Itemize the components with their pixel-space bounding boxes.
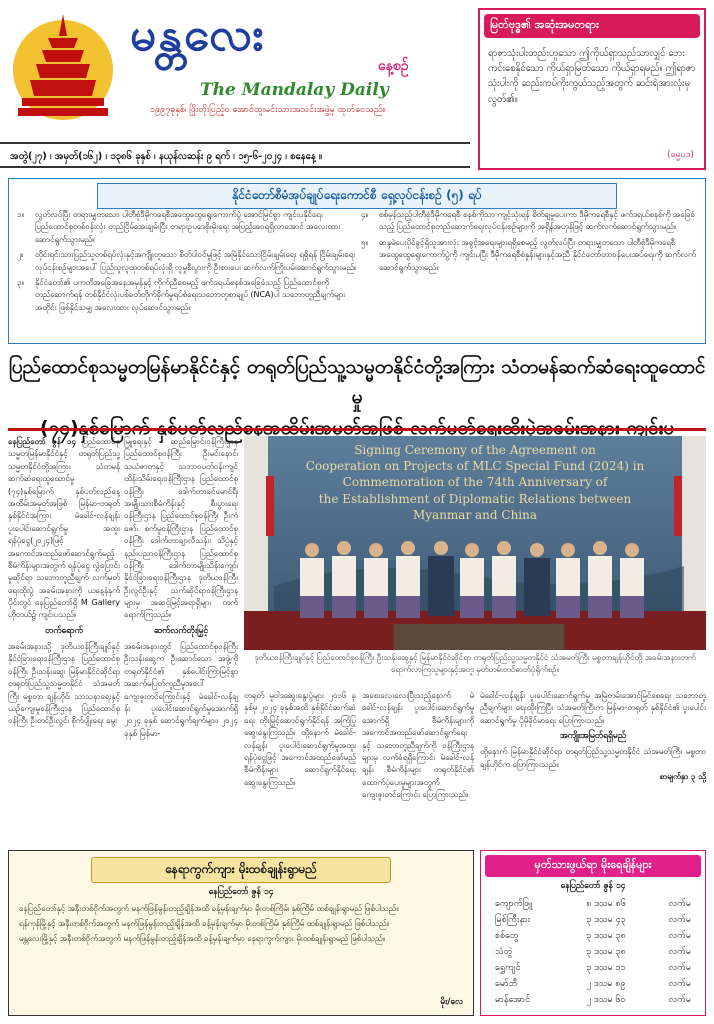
rainfall-place: မြစ်ကြီးနား [495,914,530,925]
policy-item-number: ၄။ [361,210,368,219]
policy-item [17,209,357,246]
article-paragraph: အခမ်းအနားသို့ ဒုတိယဝန်ကြီးချုပ်နှင့် နိုင်ငံခြားရေးဝန်ကြီးဌာန ပြည်ထောင်စုဝန်ကြီး ဦးသန်းဆွေ၊ မြန်မာနိုင်ငံဆိုင်ရာ တရုတ်ပြည်သူ့သမ္မတနိုင်ငံ သံအမတ်ကြီး မစ္စတာ ချန်ဟိုင်၊ သာသနာရေးနှင့် ယဉ်ကျေးမှုဝန်ကြီးဌာန ပြည်ထောင်စုဝန်ကြီး ဦးတင်ဦးလွင်၊ စိုက်ပျိုးရေး မွေး [8,642,120,726]
rainfall-unit: လက်မ [668,962,691,973]
policy-item-text: တိုင်းရင်းသားပြည်သူတစ်ရပ်လုံးနှင့်အကျိုးတူသော စိတ်ပါဝင်မှုဖြင့် အမြဲနိုင်သောငြိမ်းချမ်းရေး ရရှိရန် ငြိမ်းချမ်းရေးလုပ်ငန်းစဉ်များအပေါ် ပြည်သူလူထုတစ်ရပ်လုံးရှိ လူမှုစီးပွားကို ဦးစားပေး ဆက်လက်ကြိုးပမ်းဆောင်ရွက်သွားမည်။ [35,250,357,272]
rainfall-place: သံတွဲ [495,946,513,957]
photo-banner-line: the Establishment of Diplomatic Relations between [318,491,632,506]
rainfall-place: ရွှေကျင် [495,962,521,973]
photo-banner-line: Myanmar and China [412,507,538,522]
policy-item [17,277,357,314]
weather-paragraph: မန္တလေးမြို့နှင့် အနီးတစ်ဝိုက်အတွက် မနက်ဖြန်မွန်းတည့်ချိန်အထိ ခန့်မှန်းချက်မှာ နေရာကွက်ကျား မိုးထစ်ချုန်းရွာမည် ဖြစ်ပါသည်။ [19,933,386,943]
photo-caption: ဒုတိယဝန်ကြီးချုပ်နှင့် ပြည်ထောင်စုဝန်ကြီး ဦးသန်းဆွေနှင့် မြန်မာနိုင်ငံဆိုင်ရာ တရုတ်ပြည်သူ့သမ္မတနိုင်ငံ သံအမတ်ကြီး မစ္စတာချန်ဟိုင်တို့ အခမ်းအနားတက်ရောက်လာကြသူများနှင့်အတူ မှတ်တမ်းတင်ဓာတ်ပုံရိုက်စဉ်။ [254,653,696,674]
rainfall-box [480,850,706,1016]
rainfall-row [493,992,693,1008]
article-paragraph: မဲခေါင်-လန်ချန်း ပူးပေါင်းဆောင်ရွက်မှု အမြဲတမ်းအောင်မြင်စေရေး သဘောတူညီချက်များ ရေးထိုးကြပြီး သံအမတ်ကြီးက မြန်မာ-တရုတ် နှစ်နိုင်ငံ၏ ပူးပေါင်းဆောင်ရွက်မှု ပိုမိုခိုင်မာရေး ပြောကြားသည်။ [480,691,706,725]
photo-banner-line: Cooperation on Projects of MLC Special Fund (2024) in [305,459,645,474]
policy-item [361,209,701,234]
headline-divider [8,428,706,431]
article-column-2 [124,436,238,844]
policy-item-number: ၁။ [17,210,24,219]
article-paragraph: မြူရေးနှင့် ဆည်မြောင်းဝန်ကြီးဌာန ပြည်ထောင်စုဝန်ကြီး ဦးမင်းနောင်၊ သယံဇာတနှင့် သဘာဝပတ်ဝန်းကျင်ထိန်းသိမ်းရေးဝန်ကြီးဌာန ပြည်ထောင်စုဝန်ကြီး ဒေါက်တာခင်မောင်ရီ၊ အမျိုးသားစီမံကိန်းနှင့် စီးပွားရေးဝန်ကြီးဌာန ပြည်ထောင်စုဝန်ကြီး ဦးကံဇော်၊ စက်မှုဝန်ကြီးဌာန ပြည်ထောင်စုဝန်ကြီး ဒေါက်တာချာလီသန်း၊ သိပ္ပံနှင့် နည်းပညာဝန်ကြီးဌာန ပြည်ထောင်စုဝန်ကြီး ဒေါက်တာမျိုးသိန်းကျော်၊ နိုင်ငံခြားရေးဝန်ကြီးဌာန ဒုတိယဝန်ကြီး ဦးလွင်ဦးနှင့် သက်ဆိုင်ရာဝန်ကြီးဌာနများမှ အဆင့်မြင့်အရာရှိများ တက်ရောက်ကြသည်။ [124,437,238,620]
pagoda-logo-icon [8,8,118,128]
rainfall-value: ၃ ဒသမ ၁၁ [586,962,626,973]
article-paragraph: ပြည်ထောင်စုသမ္မတမြန်မာနိုင်ငံနှင့် တရုတ်ပြည်သူ့သမ္မတနိုင်ငံတို့အကြား သံတမန်ဆက်ဆံရေးထူထောင်မှု (၇၄)နှစ်မြောက် နှစ်ပတ်လည်နေ့ အထိမ်းအမှတ်အဖြစ် မြန်မာ-တရုတ် နှစ်နိုင်ငံအကြား မဲခေါင်-လန်ချန်း ပူးပေါင်းဆောင်ရွက်မှု အထူးရန်ပုံငွေ(၂၀၂၄)ဖြင့် အကောင်အထည်ဖော်ဆောင်ရွက်မည့် စီမံကိန်းများအတွက် ရန်ပုံငွေ လွှဲပြောင်းမှုဆိုင်ရာ သဘောတူညီချက် လက်မှတ်ရေးထိုးပွဲ အခမ်းအနားကို ယနေ့နံနက်ပိုင်းတွင် နေပြည်တော်ရှိ M Gallery ဟိုတယ်၌ ကျင်းပသည်။ [8,437,120,620]
article-paragraph: အစေးလေးလေးပြီးသည့်နောက် မဲခေါင်-လန်ချန်း ပူးပေါင်းဆောင်ရွက်မှုအောက်ရှိ စီမံကိန်းများကို အကောင်အထည်ဖော်ဆောင်ရွက်ရေးနှင့် သဘောတူညီချက်ကို ဝန်ကြီးဌာနများမှ လက်ခံရရှိကြောင်း မဲခေါင်-လန်ချန်း စီမံကိန်းများ တရုတ်နိုင်ငံ၏ ထောက်ပံ့ပေးမှုများအတွက် ကျေးဇူးတင်ကြောင်း ပြောကြားသည်။ [362,691,474,800]
rainfall-value: ၈ ဒသမ ၈၆ [586,898,626,909]
weather-forecast-box [8,850,474,1016]
newspaper-tagline: ၁၉၉၇ခုနှစ်၊ ဖြိုးတိုးပြည့်ဝ အောင်ထူးမင်းသားအသင်းအဖွဲ့မှ ထုတ်ဝေသည်။ [150,105,386,115]
rainfall-value: ၂ ဒသမ ၈၉ [586,978,626,989]
buddha-teaching-box [478,8,706,170]
photo-banner-line: Signing Ceremony of the Agreement on [354,443,596,457]
rainfall-value: ၂ ဒသမ ၆၀ [586,994,626,1005]
article-subheading: ဆက်လက်တိုးမြှင့် [153,625,209,636]
policy-heading: နိုင်ငံတော်စီမံအုပ်ချုပ်ရေးကောင်စီ ရှေ့လုပ်ငန်းစဉ် (၅) ရပ် [97,183,617,209]
rainfall-value: ၃ ဒသမ ၃၈ [586,930,626,941]
article-byline: နေပြည်တော် ဇွန် ၁၄ [8,437,77,446]
rainfall-row [493,896,693,912]
weather-dateline: နေပြည်တော် ဇွန် ၁၄ [208,887,274,897]
article-paragraph: အခမ်းအနားတွင် ပြည်ထောင်စုဝန်ကြီးဦးသန်းဆွေက ဦးဆောင်သော အဖွဲ့ကို တရုတ်နိုင်ငံ၏ နှစ်ပေါင်းကြာမြင့်စွာ အဆက်မပြတ်ကူညီမှုအပေါ် ကျေးဇူးတင်ကြောင်းနှင့် မဲခေါင်-လန်ချန်း ပူးပေါင်းဆောင်ရွက်မှုအောက်ရှိ ၂၀၂၄ ခုနှစ် ဆောင်ရွက်ချက်များ၊ ၂၀၂၄ ခုနှစ် မြန်မာ- [124,642,238,738]
rainfall-place: မော်ဘီ [495,978,518,989]
ceremony-photo [244,436,706,650]
rainfall-value: ၃ ဒသမ ၄၃ [586,914,626,925]
weather-signature: မိုး/လေ [440,997,463,1007]
rainfall-unit: လက်မ [668,914,691,925]
rainfall-value: ၃ ဒသမ ၃၈ [586,946,626,957]
rainfall-unit: လက်မ [668,978,691,989]
article-paragraph: ထို့နောက် မြန်မာနိုင်ငံဆိုင်ရာ တရုတ်ပြည်သူ့သမ္မတနိုင်ငံ သံအမတ်ကြီး မစ္စတာချန်ဟိုင်က ပြောကြားသည်။ [480,747,706,769]
main-headline [8,352,706,428]
weather-body [9,901,473,949]
article-column-5 [480,690,706,844]
policy-item-text: စစ်မှန်သည့်ပါတီစုံဒီမိုကရေစီ စနစ်ကိုသာ ကျင့်သုံးရန် စိတ်ချမှုပေးကာ ဒီမိုကရေစီနှင့် ဖက်ဒရယ်စနစ်ကို အခြေခံသည့် ပြည်ထောင်စုတည်ဆောက်ရေးလုပ်ငန်းစဉ်များကို အရှိန်အဟုန်ဖြင့် ဆက်လက်ဆောင်ရွက်သွားမည်။ [379,210,696,232]
rainfall-dateline: နေပြည်တော် ဇွန် ၁၄ [560,881,626,891]
newspaper-title: မန္တလေး [130,7,266,61]
policy-item-text: နိုင်ငံတော်၏ ပကတိအခြေအနေအမှန်နှင့် ကိုက်ညီစေမည့် ဖက်ဒရယ်စနစ်အခြေခံသည့် ပြည်ထောင်စုကို တည်ဆောက်ရန် တစ်နိုင်ငံလုံးပစ်ခတ်တိုက်ခိုက်မှုရပ်စဲရေးသဘောတူစာချုပ် (NCA)ပါ သဘောတူညီချက်များအတိုင်း ဖြစ်နိုင်သမျှ အလေးထား လုပ်ဆောင်သွားမည်။ [35,277,346,312]
policy-item [361,237,701,274]
rainfall-row [493,928,693,944]
policy-item-text: ဆန္ဒမဲပေးပိုင်ခွင့်ရှိသူအားလုံး အခွင့်အရေးများရရှိစေမည့် လွတ်လပ်ပြီး တရားမျှတသော ပါတီစုံဒီမိုကရေစီအထွေထွေရွေးကောက်ပွဲကို ကျင်းပပြီး ဒီမိုကရေစီစံနှုန်းများနှင့်အညီ နိုင်ငံတော်တာဝန်ပေးအပ်ရေးကို ဆက်လက်ဆောင်ရွက်သွားမည်။ [379,237,696,272]
rainfall-place: စစ်တွေ [495,930,519,941]
headline-line-1: ပြည်ထောင်စုသမ္မတမြန်မာနိုင်ငံနှင့် တရုတ်ပြည်သူ့သမ္မတနိုင်ငံတို့အကြား သံတမန်ဆက်ဆံရေးထူထောင်မှု [8,356,706,409]
policy-item-number: ၅။ [361,237,368,247]
weather-paragraph: နေပြည်တော်နှင့် အနီးတစ်ဝိုက်အတွက် မနက်ဖြန်မွန်းတည့်ချိန်အထိ ခန့်မှန်းချက်မှာ မိုးတစ်ကြိမ်၊ နှစ်ကြိမ် ထစ်ချုန်းရွာမည် ဖြစ်ပါသည်။ [19,904,399,913]
rainfall-row [493,944,693,960]
rainfall-place: ကျောက်ဖြူ [495,898,532,909]
article-paragraph: တရုတ် မူဝါဒဆွေးနွေးပွဲများ ၂၀၁၆ ခုနှစ်မှ ၂၀၂၄ ခုနှစ်အထိ နှစ်နိုင်ငံဆက်ဆံရေး တိုးမြှင့်ဆောင်ရွက်နိုင်ရန် အကြံပြုဆွေးနွေးကြသည်။ ထို့နောက် မဲခေါင်-လန်ချန်း ပူးပေါင်းဆောင်ရွက်မှုအထူးရန်ပုံငွေဖြင့် အကောင်အထည်ဖော်မည့် စီမံကိန်းများ ဆောင်ရွက်နိုင်ရေး ဆွေးနွေးကြသည်။ [244,691,356,787]
newspaper-title-english: The Mandalay Daily [200,80,389,100]
rainfall-table [493,896,693,1008]
policy-item-number: ၃။ [17,277,24,287]
policy-column-left [17,209,357,317]
article-column-1 [8,436,120,844]
buddha-teaching-text: ရာဇာသုံးပါးတည်းဟူသော ဤကိုယ်ရှာသည်သာလျှင် ဘေးကင်းစေနိုင်သော ကိုယ်ရှာမြတ်သော ကိုယ်ရှာရမည်။ ဤရာဇာသုံးပါးကို ဆည်းကပ်ကိုးကွယ်သည့်အတွက် ဆင်းရဲအားလုံးမှ လွတ်၏။ [488,48,696,105]
masthead [0,0,470,130]
rainfall-unit: လက်မ [668,898,691,909]
weather-paragraph: ရန်ကုန်မြို့နှင့် အနီးတစ်ဝိုက်အတွက် မနက်ဖြန်မွန်းတည့်ချိန်အထိ ခန့်မှန်းချက်မှာ မိုးတစ်ကြိမ်၊ နှစ်ကြိမ် ထစ်ချုန်းရွာမည် ဖြစ်ပါသည်။ [19,918,390,928]
policy-item [17,249,357,274]
weather-heading: နေရာကွက်ကျား မိုးထစ်ချုန်းရွာမည် [91,857,391,883]
buddha-teaching-source: (ဓမ္မပဒ) [666,150,694,160]
rainfall-heading: မှတ်သားဖွယ်ရာ မိုးရေချိန်များ [485,855,701,877]
rainfall-row [493,912,693,928]
newspaper-subtitle: နေ့စဉ် [378,58,409,74]
rainfall-unit: လက်မ [668,930,691,941]
rainfall-unit: လက်မ [668,994,691,1005]
policy-item-text: လွတ်လပ်ပြီး တရားမျှတသော ပါတီစုံဒီမိုကရေစီအထွေထွေရွေးကောက်ပွဲ အောင်မြင်စွာ ကျင်းပနိုင်ရေး ပြည်ထောင်စုတစ်ဝန်းလုံး တည်ငြိမ်အေးချမ်းပြီး တရားဥပဒေစိုးမိုးရေး အပြည့်အဝရရှိလာအောင် အလေးထားဆောင်ရွက်သွားမည်။ [35,210,341,244]
article-subheading: တက်ရောက် [45,625,83,636]
policy-item-number: ၂။ [17,250,24,260]
rainfall-row [493,960,693,976]
photo-banner-line: Commemoration of the 74th Anniversary of [342,475,608,490]
article-column-3 [244,690,356,844]
rainfall-row [493,976,693,992]
policy-column-right [361,209,701,277]
continued-on-page-link[interactable]: စာမျက်နှာ ၃ သို့ [659,772,706,782]
rainfall-unit: လက်မ [668,946,691,957]
article-subheading: အကျိုးအမြတ်ရရှိမည် [559,731,627,742]
policy-box [8,178,706,344]
photo-banner-text [284,442,666,523]
rainfall-place: မာန်အောင် [495,994,530,1005]
buddha-teaching-heading: မြတ်ဗုဒ္ဓ၏ အဆုံးအမတရား [484,14,700,38]
article-column-4 [362,690,474,844]
issue-dateline: အတွဲ(၂၇) ၊ အမှတ်(၁၆၂) ၊ ၁၃၈၆ ခုနှစ် ၊ နယုန်လဆန်း ၉ ရက် ၊ ၁၅-၆-၂၀၂၄ ၊ စနေနေ့ ။ [0,142,470,168]
